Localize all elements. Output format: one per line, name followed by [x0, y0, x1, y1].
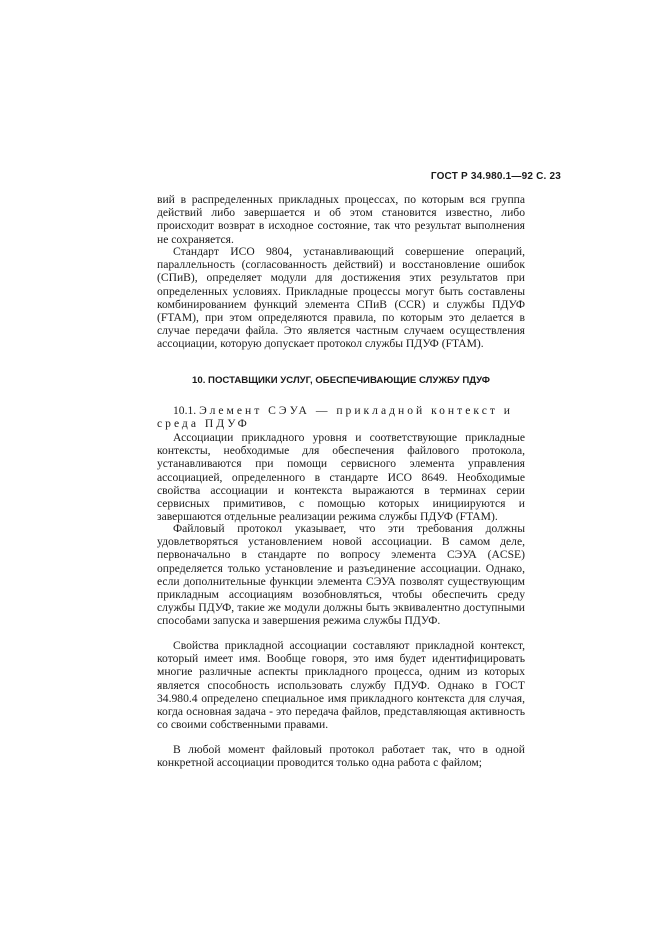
- subsection-title-line1: Элемент СЭУА — прикладной контекст и: [199, 404, 514, 417]
- section-heading: 10. ПОСТАВЩИКИ УСЛУГ, ОБЕСПЕЧИВАЮЩИЕ СЛУЖБУ ПДУФ: [192, 375, 490, 386]
- paragraph-file-protocol: [157, 522, 525, 628]
- paragraph-iso9804: [157, 245, 525, 351]
- subsection-number: 10.1.: [173, 404, 197, 417]
- paragraph-continuation: [157, 193, 525, 246]
- running-head: ГОСТ Р 34.980.1—92 С. 23: [430, 171, 561, 182]
- paragraph: Стандарт ИСО 9804, устанавливающий совершение операций, параллельность (согласованность действий) и восстановление ошибок (СПиВ), определяет модули для достижения этих результатов при определенных условиях. Прикладные процессы могут быть составлены комбинированием функций элемента СПиВ (CCR) и службы ПДУФ (FTAM), при этом определяются правила, по которым это делается в случае передачи файла. Это является частным случаем осуществления ассоциации, которую допускает протокол службы ПДУФ (FTAM).: [157, 245, 525, 351]
- subsection-title-line2: среда ПДУФ: [157, 417, 250, 431]
- paragraph: В любой момент файловый протокол работает так, что в одной конкретной ассоциации проводится только одна работа с файлом;: [157, 743, 525, 770]
- paragraph: Файловый протокол указывает, что эти требования должны удовлетворяться установлением новой ассоциации. В самом деле, первоначально в стандарте по вопросу элемента СЭУА (ACSE) определяется только установление и разъединение ассоциации. Однако, если дополнительные функции элемента СЭУА позволят существующим прикладным ассоциациям возобновляться, чтобы обеспечить среду службы ПДУФ, такие же модули должны быть эквивалентно доступными способами запуска и завершения режима службы ПДУФ.: [157, 522, 525, 628]
- paragraph: Ассоциации прикладного уровня и соответствующие прикладные контексты, необходимые для обеспечения файлового протокола, устанавливаются при помощи сервисного элемента управления ассоциацией, определенного в стандарте ИСО 8649. Необходимые свойства ассоциации и контекста выражаются в терминах серии сервисных примитивов, с помощью которых инициируются и завершаются отдельные реализации режима службы ПДУФ (FTAM).: [157, 431, 525, 524]
- paragraph-properties: [157, 639, 525, 731]
- paragraph-one-association: [157, 743, 525, 769]
- subsection-heading: [157, 404, 525, 430]
- paragraph-associations: [157, 431, 525, 523]
- paragraph: Свойства прикладной ассоциации составляют прикладной контекст, который имеет имя. Вообще говоря, это имя будет идентифицировать многие различные аспекты прикладного процесса, одним из которых является способность использовать службу ПДУФ. Однако в ГОСТ 34.980.4 определено специальное имя прикладного контекста для случая, когда основная задача - это передача файлов, представляющая активность со своими собственными правами.: [157, 639, 525, 732]
- paragraph: вий в распределенных прикладных процессах, по которым вся группа действий либо завершается и об этом становится известно, либо происходит возврат в исходное состояние, так что результат выполнения не сохраняется.: [157, 193, 525, 246]
